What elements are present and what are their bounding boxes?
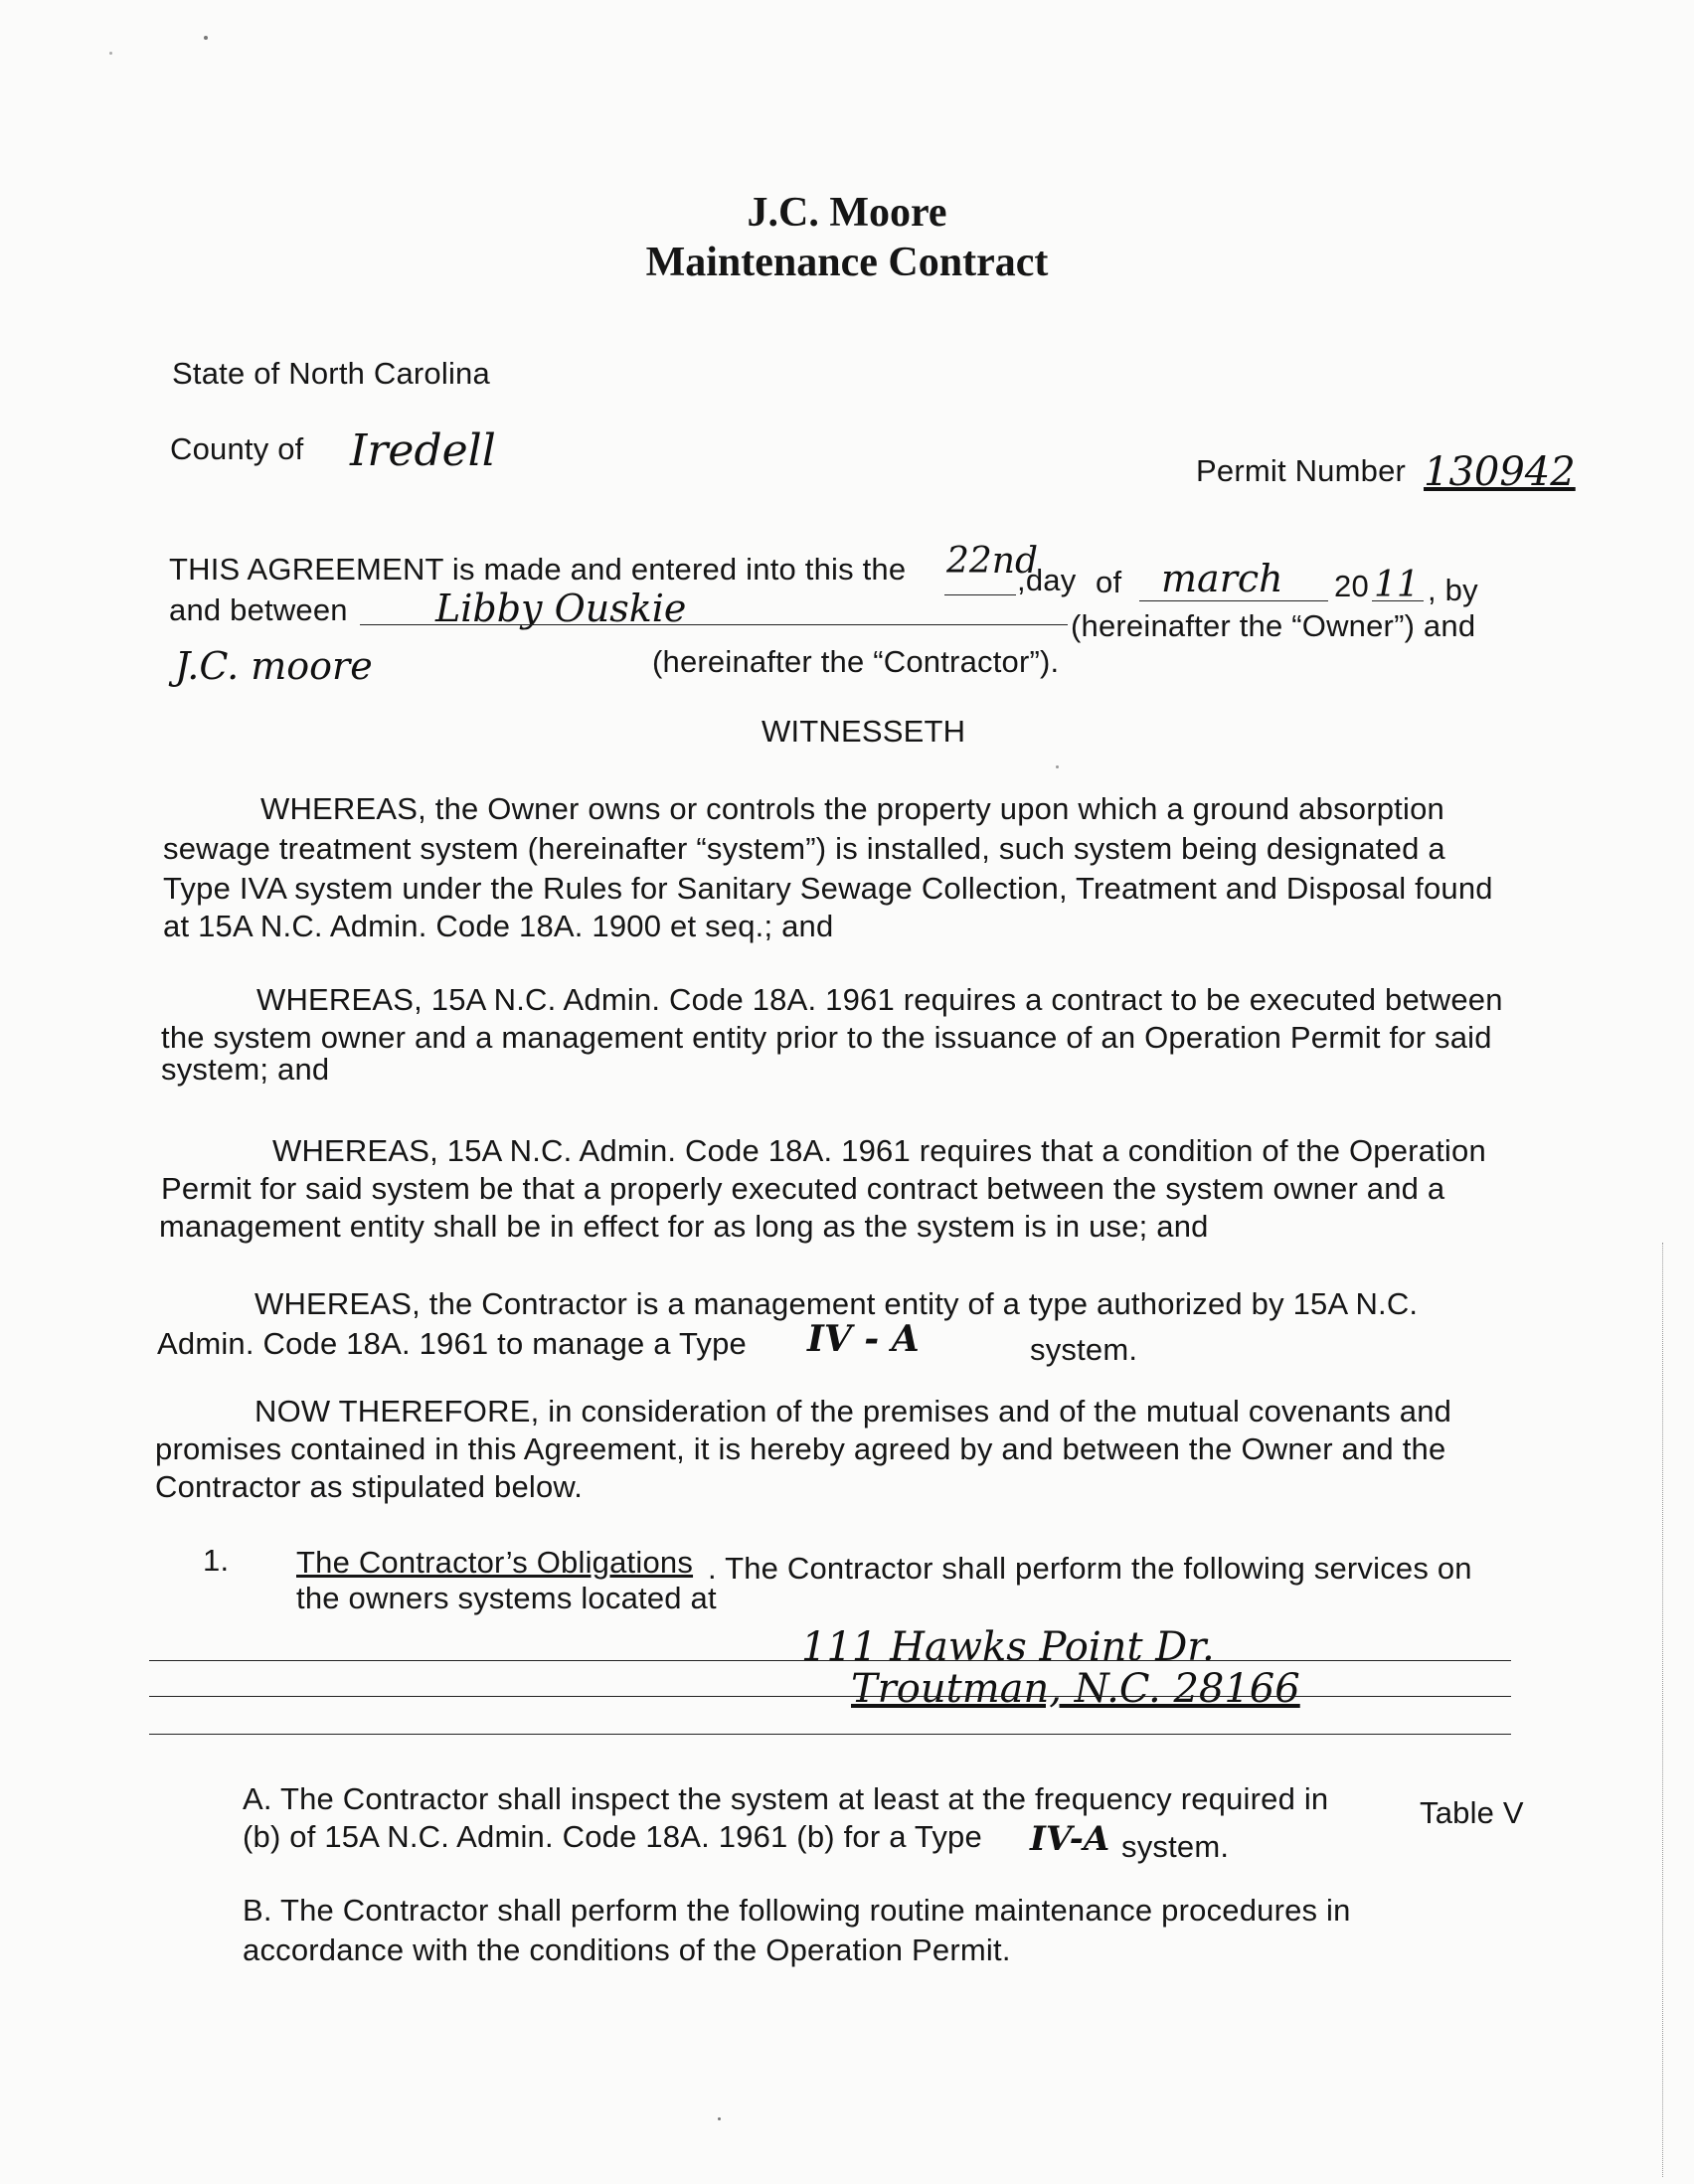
whereas4-type-handwritten-value: IV - A: [807, 1318, 920, 1360]
whereas4-system-text: system.: [1030, 1332, 1138, 1367]
whereas3-line1: WHEREAS, 15A N.C. Admin. Code 18A. 1961 requires that a condition of the Operation: [272, 1133, 1486, 1168]
permit-number-label: Permit Number: [1196, 453, 1407, 488]
permit-number-handwritten-value: 130942: [1424, 449, 1576, 495]
scan-speck: [1056, 765, 1059, 768]
whereas4-line2-text: Admin. Code 18A. 1961 to manage a Type: [157, 1326, 747, 1361]
item-a-type-handwritten-value: IV-A: [1030, 1819, 1110, 1859]
contractor-designation-text: (hereinafter the “Contractor”).: [652, 644, 1060, 679]
item-a-line1: A. The Contractor shall inspect the system at least at the frequency required in: [243, 1781, 1329, 1816]
address-line2-handwritten: Troutman, N.C. 28166: [851, 1666, 1300, 1712]
section1-heading: The Contractor’s Obligations: [296, 1545, 694, 1580]
item-a-line2-text: (b) of 15A N.C. Admin. Code 18A. 1961 (b) for a Type: [243, 1819, 982, 1854]
agreement-by-label: , by: [1428, 573, 1478, 607]
day-underline: [944, 594, 1016, 595]
section1-text-line2: the owners systems located at: [296, 1581, 717, 1615]
scan-speck: [718, 2117, 721, 2120]
whereas3-line2: Permit for said system be that a properly executed contract between the system owner and a: [161, 1171, 1445, 1206]
document-title-contract: Maintenance Contract: [645, 240, 1049, 285]
scan-speck: [204, 36, 208, 40]
item-a-system-text: system.: [1121, 1829, 1230, 1864]
document-title-company: J.C. Moore: [747, 190, 947, 236]
whereas1-line1: WHEREAS, the Owner owns or controls the property upon which a ground absorption: [260, 791, 1444, 826]
scan-speck: [109, 52, 112, 55]
scan-edge-artifact: [1662, 1243, 1663, 2177]
now-therefore-line1: NOW THEREFORE, in consideration of the premises and of the mutual covenants and: [254, 1394, 1452, 1428]
agreement-day-value: 22nd: [946, 541, 1039, 582]
month-underline: [1139, 600, 1328, 601]
agreement-intro-text: THIS AGREEMENT is made and entered into this the: [169, 552, 907, 587]
agreement-year-prefix: 20: [1334, 569, 1369, 603]
county-handwritten-value: Iredell: [350, 425, 496, 476]
address-line2-rule: [149, 1696, 1511, 1697]
address-line3-rule: [149, 1734, 1511, 1735]
whereas2-line1: WHEREAS, 15A N.C. Admin. Code 18A. 1961 requires a contract to be executed between: [256, 982, 1503, 1017]
state-label: State of North Carolina: [172, 356, 490, 391]
owner-underline: [360, 624, 1068, 625]
owner-handwritten-value: Libby Ouskie: [435, 587, 687, 630]
witnesseth-heading: WITNESSETH: [762, 714, 966, 749]
item-b-line1: B. The Contractor shall perform the following routine maintenance procedures in: [243, 1893, 1351, 1928]
section1-text-line1: . The Contractor shall perform the following services on: [708, 1551, 1472, 1586]
whereas2-line3: system; and: [161, 1052, 330, 1087]
section1-number: 1.: [203, 1543, 230, 1578]
and-between-label: and between: [169, 592, 348, 627]
now-therefore-line2: promises contained in this Agreement, it is hereby agreed by and between the Owner and the: [155, 1431, 1446, 1466]
item-a-table-ref: Table V: [1420, 1795, 1524, 1830]
address-line1-rule: [149, 1660, 1511, 1661]
item-b-line2: accordance with the conditions of the Operation Permit.: [243, 1932, 1011, 1967]
agreement-of-label: of: [1096, 565, 1122, 599]
whereas2-line2: the system owner and a management entity prior to the issuance of an Operation Permit for said: [161, 1020, 1492, 1055]
agreement-day-label: ,day: [1017, 563, 1077, 597]
agreement-year-value: 11: [1374, 565, 1420, 605]
address-line1-handwritten: 111 Hawks Point Dr.: [801, 1624, 1215, 1670]
whereas3-line3: management entity shall be in effect for as long as the system is in use; and: [159, 1209, 1209, 1244]
contractor-handwritten-value: J.C. moore: [175, 644, 373, 688]
year-underline: [1372, 600, 1424, 601]
county-label: County of: [170, 431, 304, 466]
agreement-month-value: march: [1161, 557, 1283, 600]
now-therefore-line3: Contractor as stipulated below.: [155, 1469, 584, 1504]
whereas4-line1: WHEREAS, the Contractor is a management entity of a type authorized by 15A N.C.: [254, 1286, 1419, 1321]
whereas1-line3: Type IVA system under the Rules for Sanitary Sewage Collection, Treatment and Disposal found: [163, 871, 1493, 906]
whereas1-line4: at 15A N.C. Admin. Code 18A. 1900 et seq.; and: [163, 909, 834, 943]
whereas1-line2: sewage treatment system (hereinafter “system”) is installed, such system being designated a: [163, 831, 1445, 866]
owner-designation-text: (hereinafter the “Owner”) and: [1071, 608, 1476, 643]
